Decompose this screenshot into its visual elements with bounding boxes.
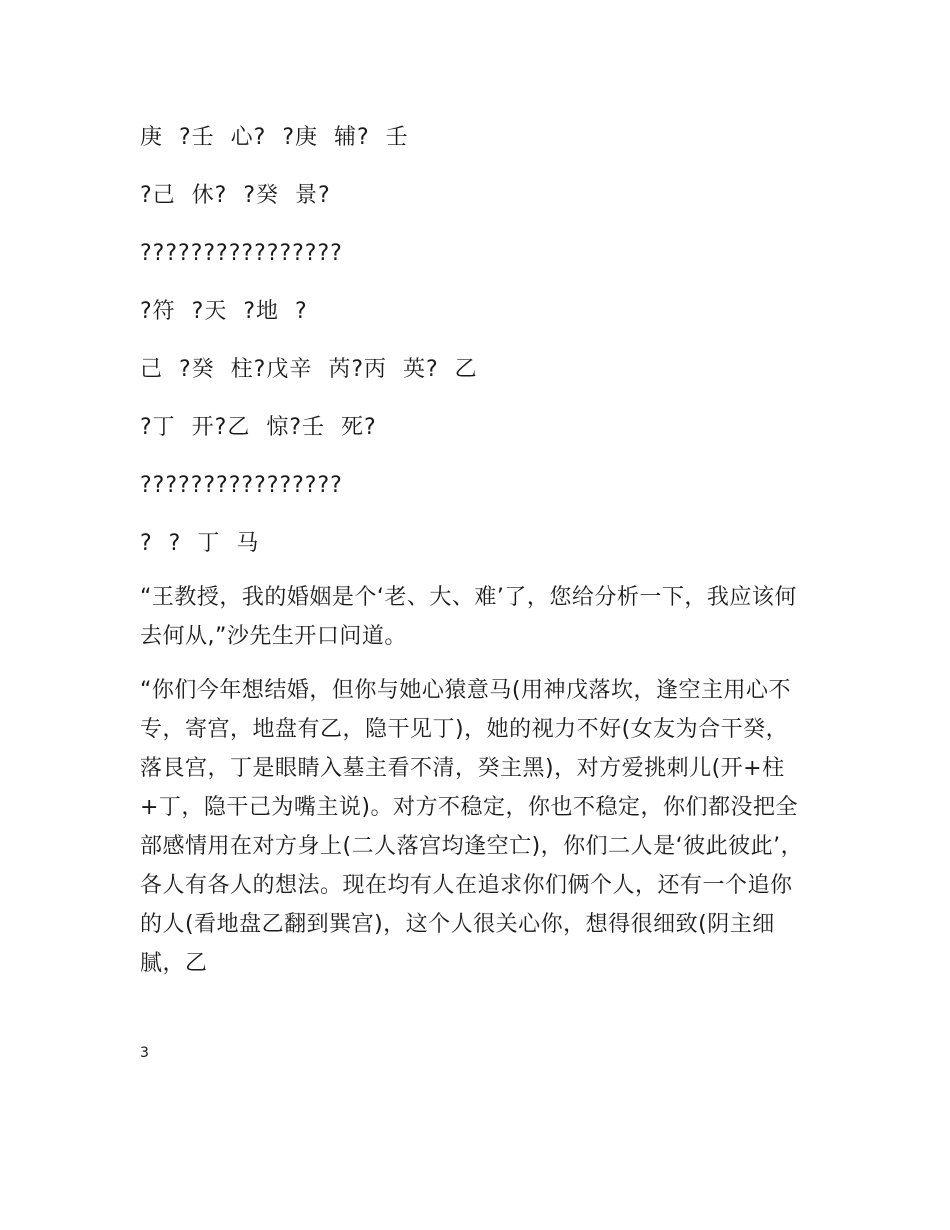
chart-line: ?符 ?天 ?地 ? bbox=[140, 299, 308, 324]
chart-line: ?丁 开?乙 惊?壬 死? bbox=[140, 415, 377, 440]
chart-line: 己 ?癸 柱?戊辛 芮?丙 英? 乙 bbox=[140, 357, 478, 382]
paragraph-answer: “你们今年想结婚，但你与她心猿意马(用神戊落坎，逢空主用心不专，寄宫，地盘有乙，隐干见丁)，她的视力不好(女友为合干癸，落艮宫，丁是眼睛入墓主看不清，癸主黑)，对方爱挑刺儿(开+柱+丁，隐干己为嘴主说)。对方不稳定，你也不稳定，你们都没把全部感情用在对方身上(二人落宫均逢空亡)，你们二人是‘彼此彼此’，各人有各人的想法。现在均有人在追求你们俩个人，还有一个追你的人(看地盘乙翻到巽宫)，这个人很关心你，想得很细致(阴主细腻，乙 bbox=[140, 678, 804, 976]
chart-line: 庚 ?壬 心? ?庚 辅? 壬 bbox=[140, 125, 409, 150]
qimen-chart-text bbox=[140, 120, 820, 584]
chart-line: ???????????????? bbox=[140, 473, 343, 498]
chart-line: ? ? 丁 马 bbox=[140, 531, 260, 556]
body-text bbox=[140, 578, 810, 998]
page-number: 3 bbox=[140, 1045, 149, 1061]
paragraph-question: “王教授，我的婚姻是个‘老、大、难’了，您给分析一下，我应该何去何从,”沙先生开口问道。 bbox=[140, 585, 797, 649]
chart-line: ???????????????? bbox=[140, 241, 343, 266]
chart-line: ?己 休? ?癸 景? bbox=[140, 183, 331, 208]
